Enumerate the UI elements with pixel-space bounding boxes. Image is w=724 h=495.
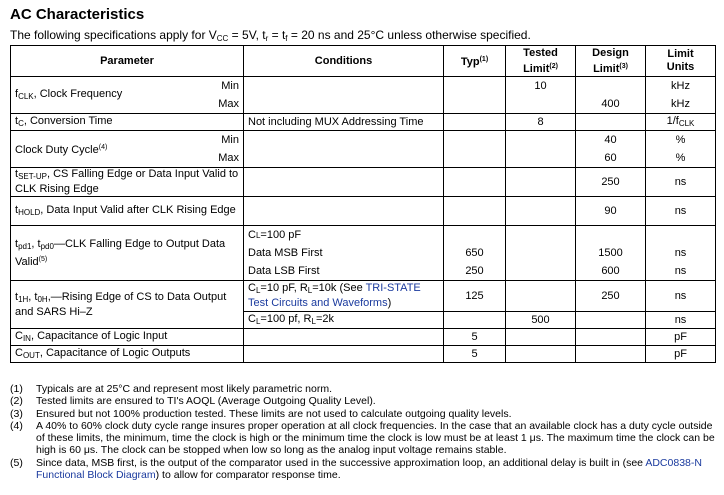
typ-tc	[444, 114, 506, 131]
units-cin: pF	[646, 329, 716, 346]
cond-tpd: C L =100 pF Data MSB First Data LSB First	[244, 226, 444, 281]
param-fclk: $f_{CLK}$, Clock Frequency Min Max	[11, 77, 244, 114]
table-row	[11, 197, 716, 226]
typ-cin: 5	[444, 329, 506, 346]
cond-tc: Not including MUX Addressing Time	[244, 114, 444, 131]
section-title: AC Characteristics	[10, 6, 145, 23]
tested-cin	[506, 329, 576, 346]
cond-tsetup	[244, 168, 444, 197]
cond-fclk	[244, 77, 444, 114]
table-row	[11, 77, 716, 114]
units-t1h-a: ns	[646, 281, 716, 312]
param-cin: $C_{IN}$, Capacitance of Logic Input	[11, 329, 244, 346]
param-tc: $t_C$, Conversion Time	[11, 114, 244, 131]
design-duty: 40 60	[576, 131, 646, 168]
tested-tpd	[506, 226, 576, 281]
param-tpd: $t_{pd1}$, $t_{pd0}—CLK$ Falling Edge to Output Data Valid$^{(5)}$	[11, 226, 244, 281]
header-typ: Typ$^{(1)}$	[444, 46, 506, 77]
design-t1h-b	[576, 312, 646, 329]
tested-t1h-a	[506, 281, 576, 312]
units-t1h-b: ns	[646, 312, 716, 329]
typ-tsetup	[444, 168, 506, 197]
design-cout	[576, 346, 646, 363]
tested-t1h-b: 500	[506, 312, 576, 329]
typ-tpd: 650 250	[444, 226, 506, 281]
design-cin	[576, 329, 646, 346]
param-tsetup: $t_{SET-UP}$, $\overline{CS}$ Falling Edge or Data Input Valid to CLK Rising Edge	[11, 168, 244, 197]
cond-t1h-b: $C_L=100$ pf, $R_L=2k$	[244, 312, 444, 329]
table-row	[11, 131, 716, 168]
design-fclk: 400	[576, 77, 646, 114]
header-parameter: Parameter	[11, 46, 244, 77]
design-thold: 90	[576, 197, 646, 226]
footnote: (1) Typicals are at 25°C and represent most likely parametric norm.	[10, 383, 332, 395]
param-cout: $C_{OUT}$, Capacitance of Logic Outputs	[11, 346, 244, 363]
cond-cin	[244, 329, 444, 346]
tested-fclk: 10	[506, 77, 576, 114]
design-tc	[576, 114, 646, 131]
typ-t1h-a: 125	[444, 281, 506, 312]
intro-text: The following specifications apply for $V_{CC} = 5V$, $t_r = t_f = 20$ ns and 25°C unless otherwise specified.	[10, 28, 531, 43]
tri-state-link[interactable]: TRI-STATE Test Circuits and Waveforms	[248, 282, 421, 309]
units-cout: pF	[646, 346, 716, 363]
design-tsetup: 250	[576, 168, 646, 197]
table-row	[11, 168, 716, 197]
footnote: (3) Ensured but not 100% production tested. These limits are not used to calculate outgoing quality levels.	[10, 407, 512, 420]
tested-tsetup	[506, 168, 576, 197]
footnote: (5) Since data, MSB first, is the output of the comparator used in the successive approximation loop, an additional delay is built in (see ADC0838-N Functional Block Diagram) to allow for comparator response time.	[10, 456, 702, 482]
footnote: (4) A 40% to 60% clock duty cycle range insures proper operation at all clock frequencies. In the case that an available clock has a duty cycle outside of these limits, the minimum, time the clock is high or the minimum time the clock is low must be at least 1 μs. The maximum time the clock can be high is 60 μs. The clock can be stopped when low so long as the analog input voltage remains stable.	[10, 419, 715, 457]
design-t1h-a: 250	[576, 281, 646, 312]
footnote: (2) Tested limits are ensured to TI's AOQL (Average Outgoing Quality Level).	[10, 395, 376, 408]
tested-duty	[506, 131, 576, 168]
tested-thold	[506, 197, 576, 226]
table-row	[11, 281, 716, 312]
units-duty: % %	[646, 131, 716, 168]
header-tested-limit: Tested Limit$^{(2)}$	[506, 46, 576, 77]
param-thold: $t_{HOLD}$, Data Input Valid after CLK Rising Edge	[11, 197, 244, 226]
units-tsetup: ns	[646, 168, 716, 197]
header-conditions: Conditions	[244, 46, 444, 77]
ac-characteristics-table	[10, 45, 716, 363]
table-row	[11, 114, 716, 131]
param-t1h: $t_{1H}$, $t_{0H},—Rising$ Edge of CS to Data Output and SARS Hi–Z	[11, 281, 244, 329]
typ-t1h-b	[444, 312, 506, 329]
tested-tc: 8	[506, 114, 576, 131]
param-duty: Clock Duty Cycle$^{(4)}$ Min Max	[11, 131, 244, 168]
units-fclk: kHz kHz	[646, 77, 716, 114]
units-tc: $1/f_{CLK}$	[646, 114, 716, 131]
footnotes	[10, 383, 715, 481]
header-row	[11, 46, 716, 77]
typ-fclk	[444, 77, 506, 114]
design-tpd: 1500 600	[576, 226, 646, 281]
header-limit-units: Limit Units	[646, 46, 716, 77]
table-row	[11, 329, 716, 346]
tested-cout	[506, 346, 576, 363]
cond-thold	[244, 197, 444, 226]
units-thold: ns	[646, 197, 716, 226]
table-row	[11, 226, 716, 281]
cond-t1h-a: $C_L=10$ pF, $R_L=10k$ (See TRI-STATE Test Circuits and Waveforms)	[244, 281, 444, 312]
table-row	[11, 346, 716, 363]
typ-thold	[444, 197, 506, 226]
typ-duty	[444, 131, 506, 168]
header-design-limit: Design Limit$^{(3)}$	[576, 46, 646, 77]
block-diagram-link[interactable]: ADC0838-N Functional Block Diagram	[36, 456, 702, 482]
cond-duty	[244, 131, 444, 168]
typ-cout: 5	[444, 346, 506, 363]
units-tpd: ns ns	[646, 226, 716, 281]
cond-cout	[244, 346, 444, 363]
